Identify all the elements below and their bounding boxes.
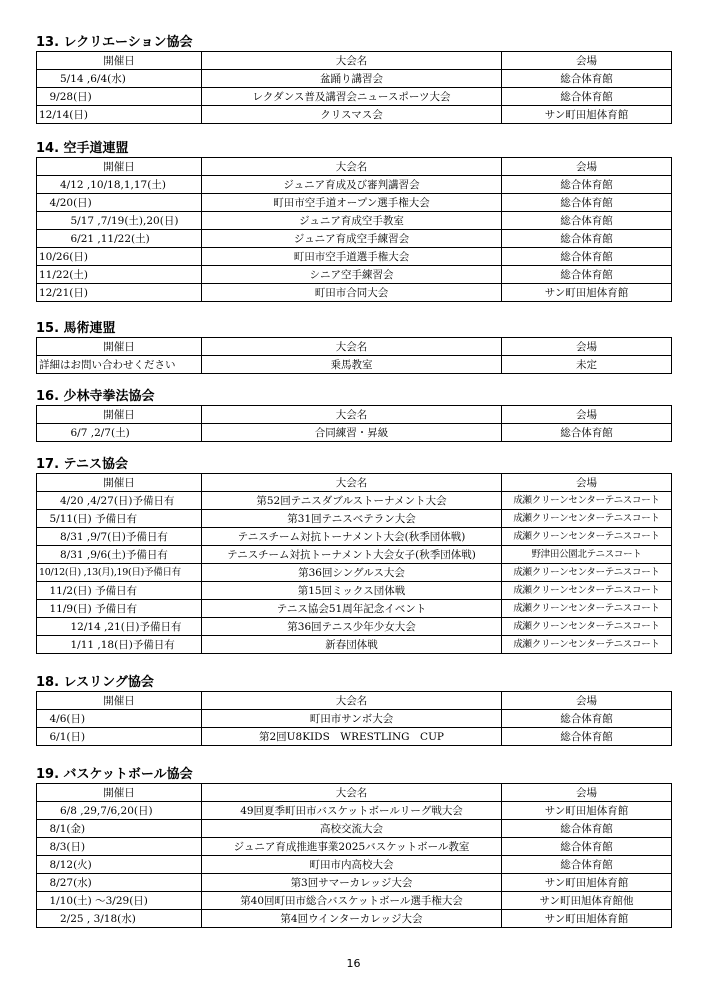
venue-header: 会場 <box>502 338 672 356</box>
table-row <box>37 230 672 248</box>
table-row <box>37 70 672 88</box>
date-cell: 8/27(水) <box>37 874 202 892</box>
event-cell: 第36回シングルス大会 <box>202 564 502 582</box>
date-cell: 1/11 ,18(日)予備日有 <box>37 636 202 654</box>
table-row <box>37 582 672 600</box>
event-cell: シニア空手練習会 <box>202 266 502 284</box>
table-header-row <box>37 338 672 356</box>
section-title: 19. バスケットボール協会 <box>36 767 193 782</box>
table-row <box>37 618 672 636</box>
date-cell: 5/17 ,7/19(土),20(日) <box>37 212 202 230</box>
venue-cell: 成瀬クリーンセンターテニスコート <box>502 492 672 510</box>
venue-cell: 成瀬クリーンセンターテニスコート <box>502 618 672 636</box>
venue-cell: 成瀬クリーンセンターテニスコート <box>502 564 672 582</box>
date-cell: 12/14 ,21(日)予備日有 <box>37 618 202 636</box>
venue-cell: 総合体育館 <box>502 856 672 874</box>
event-cell: 49回夏季町田市バスケットボールリーグ戦大会 <box>202 802 502 820</box>
event-cell: テニスチーム対抗トーナメント大会女子(秋季団体戦) <box>202 546 502 564</box>
date-cell: 8/31 ,9/7(日)予備日有 <box>37 528 202 546</box>
date-cell: 11/22(土) <box>37 266 202 284</box>
venue-cell: 総合体育館 <box>502 838 672 856</box>
section-13 <box>36 36 671 124</box>
table-row <box>37 564 672 582</box>
date-header: 開催日 <box>37 158 202 176</box>
date-cell: 12/14(日) <box>37 106 202 124</box>
table-row <box>37 266 672 284</box>
event-header: 大会名 <box>202 338 502 356</box>
date-header: 開催日 <box>37 692 202 710</box>
table-row <box>37 528 672 546</box>
table-row <box>37 194 672 212</box>
table-row <box>37 802 672 820</box>
venue-cell: 未定 <box>502 356 672 374</box>
date-cell: 4/20(日) <box>37 194 202 212</box>
event-cell: 第36回テニス少年少女大会 <box>202 618 502 636</box>
event-cell: テニス協会51周年記念イベント <box>202 600 502 618</box>
section-title: 14. 空手道連盟 <box>36 141 129 156</box>
event-cell: 第40回町田市総合バスケットボール選手権大会 <box>202 892 502 910</box>
venue-cell: 野津田公園北テニスコート <box>502 546 672 564</box>
event-cell: 第31回テニスベテラン大会 <box>202 510 502 528</box>
section-19 <box>36 768 671 928</box>
venue-cell: 総合体育館 <box>502 710 672 728</box>
table-row <box>37 212 672 230</box>
event-cell: 町田市空手道オープン選手権大会 <box>202 194 502 212</box>
venue-cell: サン町田旭体育館 <box>502 802 672 820</box>
venue-header: 会場 <box>502 474 672 492</box>
venue-header: 会場 <box>502 784 672 802</box>
event-header: 大会名 <box>202 158 502 176</box>
table-row <box>37 176 672 194</box>
event-cell: 町田市内高校大会 <box>202 856 502 874</box>
table-row <box>37 356 672 374</box>
date-cell: 4/20 ,4/27(日)予備日有 <box>37 492 202 510</box>
date-cell: 6/1(日) <box>37 728 202 746</box>
schedule-table <box>36 783 672 928</box>
event-cell: ジュニア育成及び審判講習会 <box>202 176 502 194</box>
table-row <box>37 636 672 654</box>
schedule-table <box>36 473 672 654</box>
event-header: 大会名 <box>202 406 502 424</box>
venue-cell: 成瀬クリーンセンターテニスコート <box>502 528 672 546</box>
date-cell: 1/10(土) ～3/29(日) <box>37 892 202 910</box>
schedule-table <box>36 405 672 442</box>
section-14 <box>36 142 671 302</box>
venue-cell: サン町田旭体育館他 <box>502 892 672 910</box>
venue-cell: 総合体育館 <box>502 728 672 746</box>
section-title: 18. レスリング協会 <box>36 675 154 690</box>
venue-cell: 成瀬クリーンセンターテニスコート <box>502 636 672 654</box>
date-cell: 12/21(日) <box>37 284 202 302</box>
venue-cell: 総合体育館 <box>502 194 672 212</box>
event-cell: 高校交流大会 <box>202 820 502 838</box>
table-row <box>37 856 672 874</box>
date-cell: 6/8 ,29,7/6,20(日) <box>37 802 202 820</box>
event-cell: 町田市サンボ大会 <box>202 710 502 728</box>
venue-cell: 成瀬クリーンセンターテニスコート <box>502 582 672 600</box>
table-row <box>37 284 672 302</box>
date-cell: 4/6(日) <box>37 710 202 728</box>
date-cell: 11/9(日) 予備日有 <box>37 600 202 618</box>
date-header: 開催日 <box>37 52 202 70</box>
event-cell: ジュニア育成空手教室 <box>202 212 502 230</box>
section-16 <box>36 390 671 442</box>
date-cell: 6/21 ,11/22(土) <box>37 230 202 248</box>
venue-header: 会場 <box>502 158 672 176</box>
venue-cell: 総合体育館 <box>502 820 672 838</box>
venue-header: 会場 <box>502 692 672 710</box>
table-row <box>37 492 672 510</box>
date-header: 開催日 <box>37 474 202 492</box>
date-cell: 8/3(日) <box>37 838 202 856</box>
table-row <box>37 546 672 564</box>
schedule-table <box>36 691 672 746</box>
event-cell: 第2回U8KIDS WRESTLING CUP <box>202 728 502 746</box>
event-header: 大会名 <box>202 52 502 70</box>
venue-cell: 総合体育館 <box>502 230 672 248</box>
venue-cell: 成瀬クリーンセンターテニスコート <box>502 510 672 528</box>
table-row <box>37 710 672 728</box>
venue-cell: 成瀬クリーンセンターテニスコート <box>502 600 672 618</box>
table-header-row <box>37 52 672 70</box>
date-cell: 8/31 ,9/6(土)予備日有 <box>37 546 202 564</box>
venue-header: 会場 <box>502 52 672 70</box>
date-cell: 6/7 ,2/7(土) <box>37 424 202 442</box>
event-cell: 町田市空手道選手権大会 <box>202 248 502 266</box>
section-title: 17. テニス協会 <box>36 457 129 472</box>
table-header-row <box>37 474 672 492</box>
event-cell: 第15回ミックス団体戦 <box>202 582 502 600</box>
section-18 <box>36 676 671 746</box>
venue-cell: サン町田旭体育館 <box>502 874 672 892</box>
date-cell: 10/26(日) <box>37 248 202 266</box>
section-title: 16. 少林寺拳法協会 <box>36 389 155 404</box>
event-cell: 第52回テニスダブルストーナメント大会 <box>202 492 502 510</box>
date-header: 開催日 <box>37 338 202 356</box>
date-cell: 詳細はお問い合わせください <box>37 356 202 374</box>
venue-cell: サン町田旭体育館 <box>502 284 672 302</box>
event-cell: 町田市合同大会 <box>202 284 502 302</box>
page-number: 16 <box>346 957 361 970</box>
date-cell: 8/1(金) <box>37 820 202 838</box>
date-cell: 10/12(日) ,13(月),19(日)予備日有 <box>37 564 202 582</box>
schedule-table <box>36 157 672 302</box>
date-cell: 2/25 , 3/18(水) <box>37 910 202 928</box>
event-cell: テニスチーム対抗トーナメント大会(秋季団体戦) <box>202 528 502 546</box>
venue-cell: 総合体育館 <box>502 212 672 230</box>
event-cell: 第4回ウインターカレッジ大会 <box>202 910 502 928</box>
date-cell: 9/28(日) <box>37 88 202 106</box>
section-15 <box>36 322 671 374</box>
table-header-row <box>37 406 672 424</box>
venue-cell: 総合体育館 <box>502 176 672 194</box>
schedule-table <box>36 51 672 124</box>
event-header: 大会名 <box>202 784 502 802</box>
venue-cell: サン町田旭体育館 <box>502 910 672 928</box>
event-header: 大会名 <box>202 692 502 710</box>
event-cell: 盆踊り講習会 <box>202 70 502 88</box>
table-row <box>37 248 672 266</box>
venue-cell: サン町田旭体育館 <box>502 106 672 124</box>
event-cell: 新春団体戦 <box>202 636 502 654</box>
venue-cell: 総合体育館 <box>502 248 672 266</box>
table-row <box>37 820 672 838</box>
event-cell: 乗馬教室 <box>202 356 502 374</box>
event-cell: レクダンス普及講習会ニュースポーツ大会 <box>202 88 502 106</box>
table-row <box>37 510 672 528</box>
table-row <box>37 892 672 910</box>
table-row <box>37 600 672 618</box>
date-cell: 8/12(火) <box>37 856 202 874</box>
date-cell: 4/12 ,10/18,1,17(土) <box>37 176 202 194</box>
venue-cell: 総合体育館 <box>502 70 672 88</box>
table-row <box>37 106 672 124</box>
schedule-table <box>36 337 672 374</box>
event-cell: ジュニア育成空手練習会 <box>202 230 502 248</box>
venue-cell: 総合体育館 <box>502 266 672 284</box>
venue-cell: 総合体育館 <box>502 424 672 442</box>
table-row <box>37 910 672 928</box>
venue-header: 会場 <box>502 406 672 424</box>
table-row <box>37 424 672 442</box>
table-row <box>37 874 672 892</box>
event-cell: 第3回サマーカレッジ大会 <box>202 874 502 892</box>
section-title: 13. レクリエーション協会 <box>36 35 193 50</box>
table-header-row <box>37 784 672 802</box>
event-header: 大会名 <box>202 474 502 492</box>
section-title: 15. 馬術連盟 <box>36 321 116 336</box>
table-header-row <box>37 158 672 176</box>
date-header: 開催日 <box>37 784 202 802</box>
table-header-row <box>37 692 672 710</box>
section-17 <box>36 458 671 654</box>
table-row <box>37 88 672 106</box>
event-cell: クリスマス会 <box>202 106 502 124</box>
table-row <box>37 728 672 746</box>
date-cell: 5/14 ,6/4(水) <box>37 70 202 88</box>
event-cell: ジュニア育成推進事業2025バスケットボール教室 <box>202 838 502 856</box>
date-cell: 5/11(日) 予備日有 <box>37 510 202 528</box>
date-header: 開催日 <box>37 406 202 424</box>
venue-cell: 総合体育館 <box>502 88 672 106</box>
date-cell: 11/2(日) 予備日有 <box>37 582 202 600</box>
table-row <box>37 838 672 856</box>
event-cell: 合同練習・昇級 <box>202 424 502 442</box>
